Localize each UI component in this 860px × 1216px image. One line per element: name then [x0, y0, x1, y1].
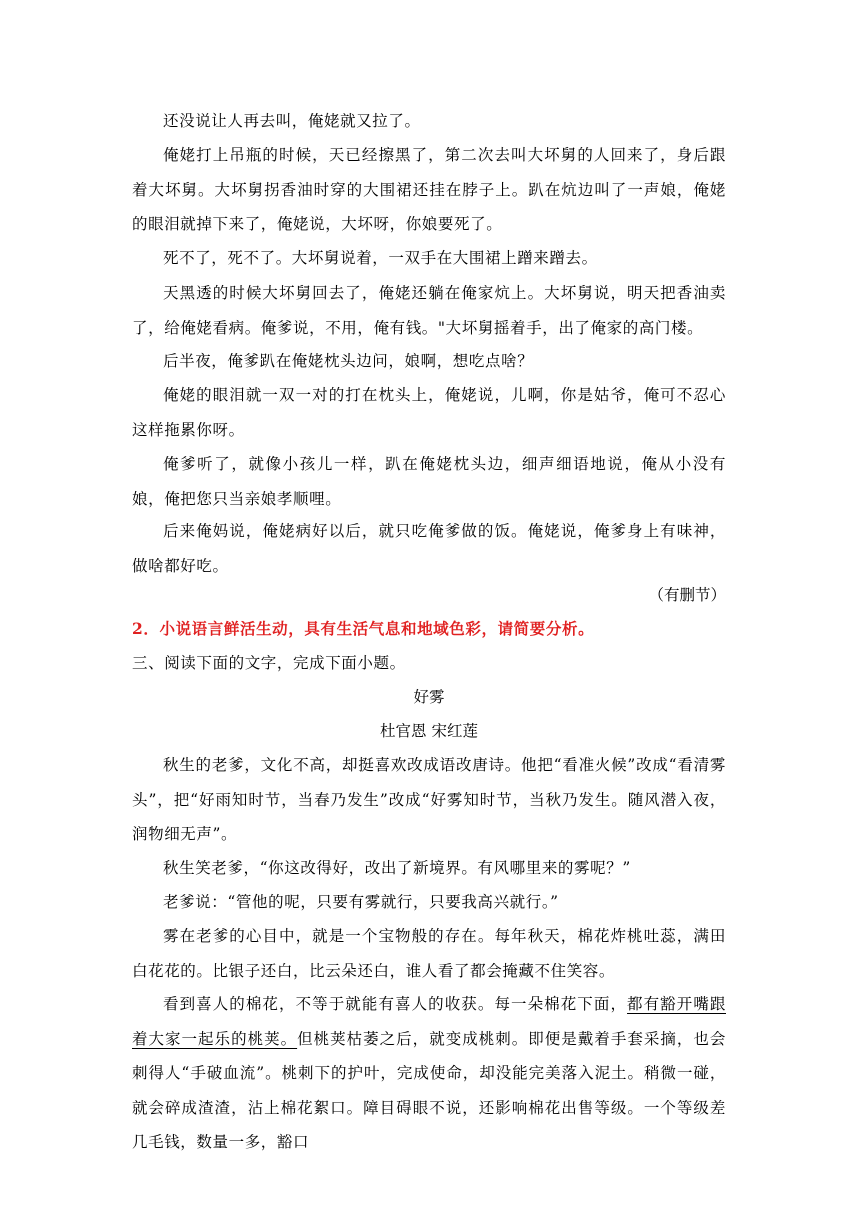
passage1-paragraph-6: 俺姥的眼泪就一双一对的打在枕头上，俺姥说，儿啊，你是姑爷，俺可不忍心这样拖累你呀。	[132, 386, 726, 439]
story-paragraph-5	[132, 987, 726, 1160]
underlined-sentence: 都有豁开嘴跟着大家一起乐的桃荚。	[132, 995, 726, 1048]
passage1-paragraph-7: 俺爹听了，就像小孩儿一样，趴在俺姥枕头边，细声细语地说，俺从小没有娘，俺把您只当亲娘孝顺哩。	[132, 455, 726, 508]
passage1-paragraph-4: 天黑透的时候大坏舅回去了，俺姥还躺在俺家炕上。大坏舅说，明天把香油卖了，给俺姥看病。俺爹说，不用，俺有钱。"大坏舅摇着手，出了俺家的高门楼。	[132, 284, 726, 337]
story-paragraph-1: 秋生的老爹，文化不高，却挺喜欢改成语改唐诗。他把“看准火候”改成“看清雾头”，把“好雨知时节，当春乃发生”改成“好雾知时节，当秋乃发生。随风潜入夜，润物细无声”。	[132, 756, 726, 843]
passage1-paragraph-1: 还没说让人再去叫，俺姥就又拉了。	[163, 112, 421, 130]
passage1-paragraph-5: 后半夜，俺爹趴在俺姥枕头边问，娘啊，想吃点啥？	[163, 352, 534, 370]
question-2: 2．小说语言鲜活生动，具有生活气息和地域色彩，请简要分析。	[132, 619, 595, 638]
passage1-paragraph-3: 死不了，死不了。大坏舅说着，一双手在大围裙上蹭来蹭去。	[163, 249, 598, 267]
story-title: 好雾	[413, 688, 445, 706]
abridged-note: （有删节）	[648, 586, 726, 604]
section-3-heading: 三、阅读下面的文字，完成下面小题。	[132, 654, 406, 672]
story-authors: 杜官恩 宋红莲	[380, 722, 478, 740]
story-paragraph-2: 秋生笑老爹，“你这改得好，改出了新境界。有风哪里来的雾呢？”	[163, 859, 631, 877]
story-paragraph-5-text-before: 看到喜人的棉花，不等于就能有喜人的收获。每一朵棉花下面，	[163, 995, 628, 1013]
story-paragraph-3: 老爹说：“管他的呢，只要有雾就行，只要我高兴就行。”	[163, 893, 559, 911]
story-paragraph-4: 雾在老爹的心目中，就是一个宝物般的存在。每年秋天，棉花炸桃吐蕊，满田白花花的。比银子还白，比云朵还白，谁人看了都会掩藏不住笑容。	[132, 927, 726, 980]
passage1-paragraph-2: 俺姥打上吊瓶的时候，天已经擦黑了，第二次去叫大坏舅的人回来了，身后跟着大坏舅。大坏舅拐香油时穿的大围裙还挂在脖子上。趴在炕边叫了一声娘，俺姥的眼泪就掉下来了，俺姥说，大坏呀，你娘要死了。	[132, 146, 726, 233]
passage1-paragraph-8: 后来俺妈说，俺姥病好以后，就只吃俺爹做的饭。俺姥说，俺爹身上有味神，做啥都好吃。	[132, 522, 726, 575]
story-paragraph-5-text-after: 但桃荚枯萎之后，就变成桃刺。即便是戴着手套采摘，也会刺得人“手破血流”。桃刺下的护叶，完成使命，却没能完美落入泥土。稍微一碰，就会碎成渣渣，沾上棉花絮口。障目碍眼不说，还影响棉花出售等级。一个等级差几毛钱，数量一多，豁口	[132, 1029, 726, 1151]
